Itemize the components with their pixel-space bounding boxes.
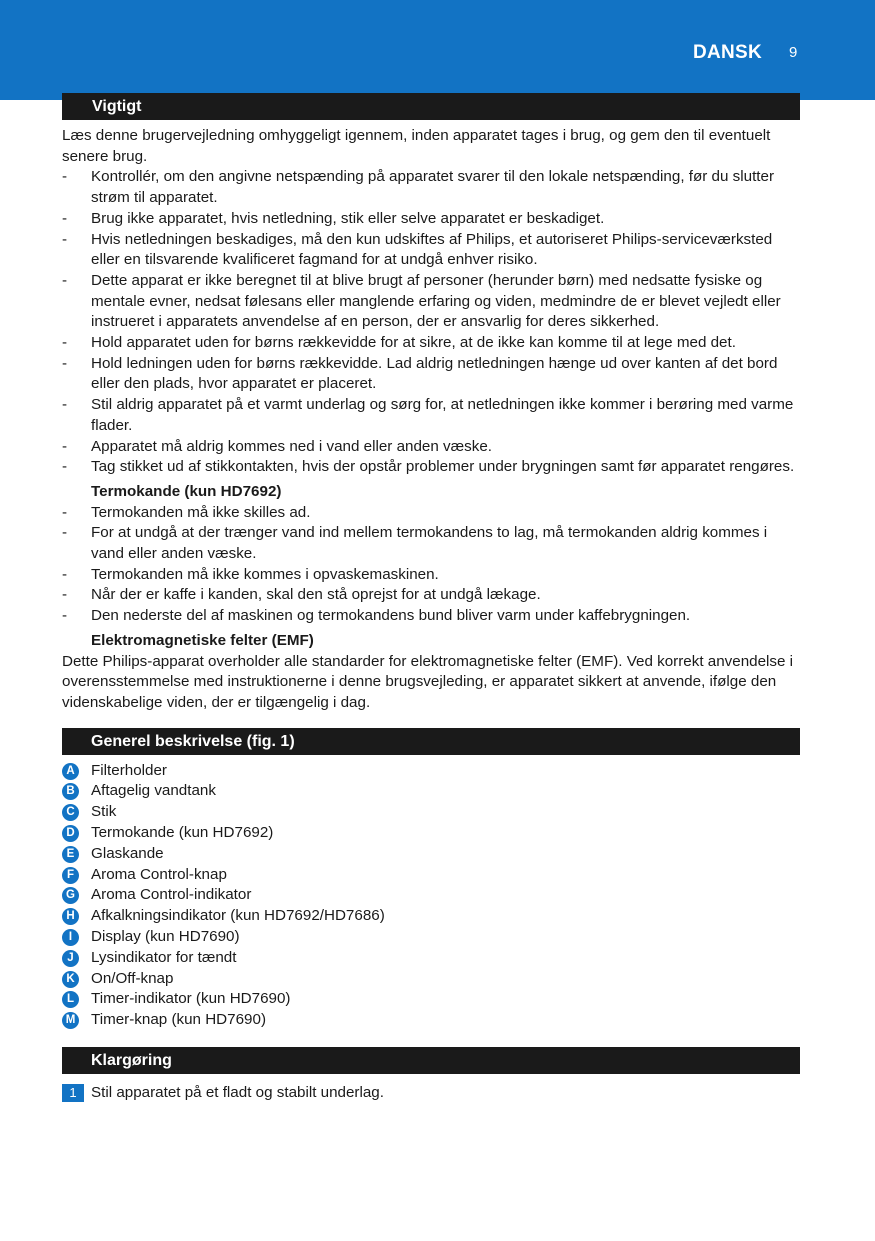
subheading-emf: Elektromagnetiske felter (EMF) bbox=[91, 631, 314, 649]
letter-i-icon: I bbox=[62, 929, 79, 946]
letter-k-icon: K bbox=[62, 971, 79, 988]
list-item: - Hold ledningen uden for børns rækkevidde. Lad aldrig netledningen hænge ud over kanten af det bord eller den plads, hvor apparatet er placeret. bbox=[62, 354, 800, 395]
list-item: - Når der er kaffe i kanden, skal den stå oprejst for at undgå lækage. bbox=[62, 585, 800, 606]
list-item: - Den nederste del af maskinen og termokandens bund bliver varm under kaffebrygningen. bbox=[62, 606, 800, 627]
part-label: Aroma Control-indikator bbox=[91, 886, 252, 904]
language-label: DANSK bbox=[692, 42, 762, 63]
list-item: - Hvis netledningen beskadiges, må den kun udskiftes af Philips, et autoriseret Philips-serviceværksted eller en tilsvarende kvalificeret fagmand for at undgå enhver risiko. bbox=[62, 230, 800, 271]
letter-l-icon: L bbox=[62, 991, 79, 1008]
letter-b-icon: B bbox=[62, 783, 79, 800]
list-item bbox=[62, 865, 800, 886]
page-number: 9 bbox=[789, 44, 798, 61]
list-item: - Termokanden må ikke skilles ad. bbox=[62, 503, 800, 524]
list-item bbox=[62, 844, 800, 865]
part-label: Filterholder bbox=[91, 761, 167, 779]
section-header-klargoring: Klargøring bbox=[62, 1047, 800, 1074]
part-label: Termokande (kun HD7692) bbox=[91, 824, 274, 842]
list-item bbox=[62, 969, 800, 990]
list-item: - For at undgå at der trænger vand ind mellem termokandens to lag, må termokanden aldrig kommes i vand eller anden væske. bbox=[62, 523, 800, 564]
step-text: Stil apparatet på et fladt og stabilt underlag. bbox=[91, 1084, 384, 1102]
part-label: Stik bbox=[91, 803, 117, 821]
letter-a-icon: A bbox=[62, 763, 79, 780]
list-item: - Kontrollér, om den angivne netspænding på apparatet svarer til den lokale netspænding, før du slutter strøm til apparatet. bbox=[62, 167, 800, 208]
termokande-list bbox=[62, 503, 800, 627]
letter-g-icon: G bbox=[62, 887, 79, 904]
part-label: Lysindikator for tændt bbox=[91, 948, 237, 966]
part-label: Afkalkningsindikator (kun HD7692/HD7686) bbox=[91, 907, 385, 925]
list-item bbox=[62, 948, 800, 969]
letter-d-icon: D bbox=[62, 825, 79, 842]
list-item bbox=[62, 989, 800, 1010]
parts-list bbox=[62, 761, 800, 1031]
list-item bbox=[62, 906, 800, 927]
list-item bbox=[62, 761, 800, 782]
letter-f-icon: F bbox=[62, 867, 79, 884]
list-item bbox=[62, 781, 800, 802]
part-label: Display (kun HD7690) bbox=[91, 928, 240, 946]
part-label: Glaskande bbox=[91, 844, 164, 862]
vigtigt-intro: Læs denne brugervejledning omhyggeligt igennem, inden apparatet tages i brug, og gem den til eventuelt senere brug. bbox=[62, 127, 771, 165]
part-label: Aroma Control-knap bbox=[91, 865, 227, 883]
section-header-vigtigt: Vigtigt bbox=[62, 93, 800, 120]
list-item bbox=[62, 927, 800, 948]
list-item: - Termokanden må ikke kommes i opvaskemaskinen. bbox=[62, 565, 800, 586]
list-item: - Stil aldrig apparatet på et varmt underlag og sørg for, at netledningen ikke kommer i berøring med varme flader. bbox=[62, 395, 800, 436]
header-bar bbox=[0, 0, 875, 100]
list-item bbox=[62, 802, 800, 823]
part-label: Aftagelig vandtank bbox=[91, 782, 216, 800]
part-label: Timer-knap (kun HD7690) bbox=[91, 1011, 266, 1029]
letter-c-icon: C bbox=[62, 804, 79, 821]
subheading-termokande: Termokande (kun HD7692) bbox=[91, 482, 282, 500]
list-item bbox=[62, 1010, 800, 1031]
list-item: - Brug ikke apparatet, hvis netledning, stik eller selve apparatet er beskadiget. bbox=[62, 209, 800, 230]
list-item bbox=[62, 885, 800, 906]
list-item: - Hold apparatet uden for børns rækkevidde for at sikre, at de ikke kan komme til at lege med det. bbox=[62, 333, 800, 354]
section-header-beskrivelse: Generel beskrivelse (fig. 1) bbox=[62, 728, 800, 755]
letter-m-icon: M bbox=[62, 1012, 79, 1029]
page-content bbox=[62, 93, 800, 1104]
letter-e-icon: E bbox=[62, 846, 79, 863]
letter-j-icon: J bbox=[62, 950, 79, 967]
part-label: On/Off-knap bbox=[91, 969, 174, 987]
list-item: - Apparatet må aldrig kommes ned i vand eller anden væske. bbox=[62, 437, 800, 458]
list-item: - Dette apparat er ikke beregnet til at blive brugt af personer (herunder børn) med nedsatte fysiske og mentale evner, nedsat følesans eller manglende erfaring og viden, medmindre de er blevet vejledt eller instrueret i apparatets anvendelse af en person, der er ansvarlig for deres sikkerhed. bbox=[62, 271, 800, 333]
part-label: Timer-indikator (kun HD7690) bbox=[91, 990, 291, 1008]
emf-text: Dette Philips-apparat overholder alle standarder for elektromagnetiske felter (EMF). Ved korrekt anvendelse i overensstemmelse med instruktionerne i denne brugsvejleding, er apparatet sikkert at anvende, ifølge den videnskabelige viden, der er tilgængelig i dag. bbox=[62, 652, 794, 711]
step-1 bbox=[62, 1082, 800, 1104]
letter-h-icon: H bbox=[62, 908, 79, 925]
list-item: - Tag stikket ud af stikkontakten, hvis der opstår problemer under brygningen samt før apparatet rengøres. bbox=[62, 457, 800, 478]
list-item bbox=[62, 823, 800, 844]
step-number-badge: 1 bbox=[62, 1084, 84, 1102]
vigtigt-list bbox=[62, 167, 800, 478]
